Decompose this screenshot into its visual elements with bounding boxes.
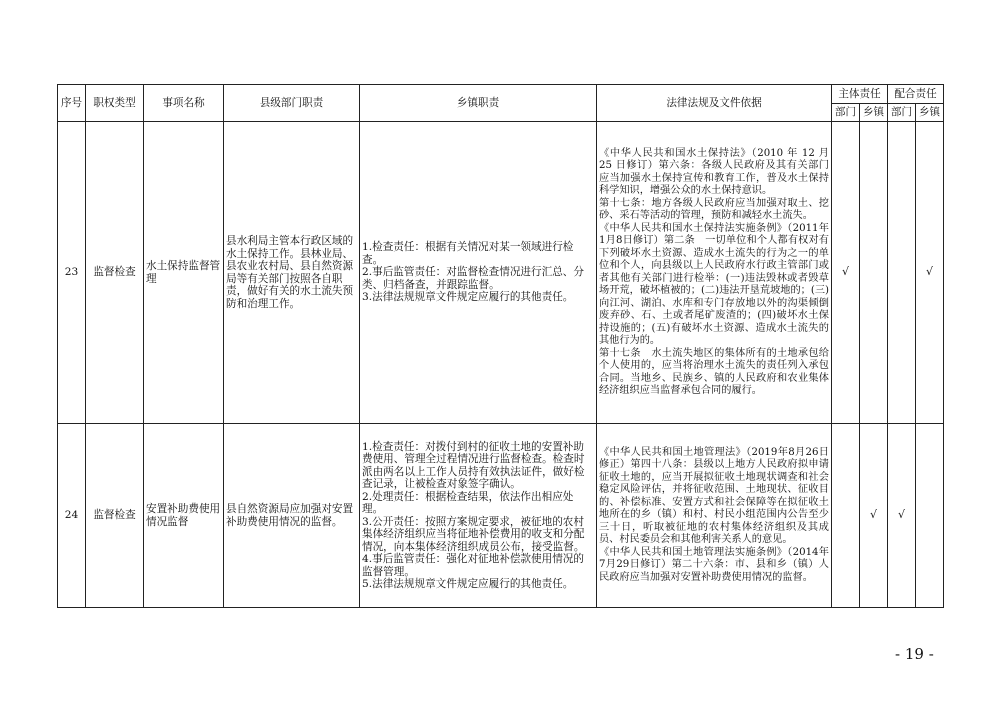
law-paragraph: 《中华人民共和国土地管理法实施条例》（2014年7月29日修订）第二十六条：市、县和乡（镇）人民政府应当加强对安置补助费使用情况的监督。: [599, 546, 829, 583]
subheader-coop-dept: 部门: [888, 104, 916, 122]
header-type: 职权类型: [86, 85, 144, 122]
subheader-coop-town: 乡镇: [916, 104, 944, 122]
duty-line: 3.公开责任：按照方案规定要求，被征地的农村集体经济组织应当将征地补偿费用的收支和分配情况，向本集体经济组织成员公布，接受监督。: [362, 515, 585, 553]
responsibility-table: [57, 84, 944, 608]
subheader-main-town: 乡镇: [860, 104, 888, 122]
header-coop: 配合责任: [888, 85, 944, 104]
header-town: 乡镇职责: [360, 85, 597, 122]
coop-dept-mark: √: [888, 424, 916, 608]
row-county-duty: 县自然资源局应加强对安置补助费使用情况的监督。: [224, 424, 360, 608]
page-number: - 19 -: [895, 645, 934, 663]
header-item: 事项名称: [144, 85, 224, 122]
header-no: 序号: [58, 85, 86, 122]
duty-line: 4.事后监管责任：强化对征地补偿款使用情况的监督管理。: [362, 553, 584, 578]
law-paragraph: 第十七条 水土流失地区的集体所有的土地承包给个人使用的，应当将治理水土流失的责任列入承包合同。当地乡、民族乡、镇的人民政府和农业集体经济组织应当监督承包合同的履行。: [599, 347, 829, 396]
row-town-duty: [360, 122, 597, 424]
duty-line: 3.法律法规规章文件规定应履行的其他责任。: [362, 291, 574, 304]
row-town-duty: [360, 424, 597, 608]
row-no: 23: [58, 122, 86, 424]
duty-line: 2.处理责任：根据检查结果，依法作出相应处理。: [362, 490, 574, 515]
main-town-mark: √: [860, 424, 888, 608]
row-item: 水土保持监督管理: [144, 122, 224, 424]
duty-line: 1.检查责任：对拨付到村的征收土地的安置补助费使用、管理全过程情况进行监督检查。检查时派由两名以上工作人员持有效执法证件，做好检查记录，让被检查对象签字确认。: [362, 440, 585, 490]
main-dept-mark: √: [832, 122, 860, 424]
table-row: [58, 424, 944, 608]
main-dept-mark: [832, 424, 860, 608]
row-type: 监督检查: [86, 122, 144, 424]
row-county-duty: 县水利局主管本行政区域的水土保持工作。县林业局、县农业农村局、县自然资源局等有关部门按照各自职责，做好有关的水土流失预防和治理工作。: [224, 122, 360, 424]
header-county: 县级部门职责: [224, 85, 360, 122]
row-law-basis: [597, 122, 832, 424]
main-town-mark: [860, 122, 888, 424]
coop-dept-mark: [888, 122, 916, 424]
duty-line: 5.法律法规规章文件规定应履行的其他责任。: [362, 578, 574, 590]
law-paragraph: 第十七条：地方各级人民政府应当加强对取土、挖砂、采石等活动的管理，预防和减轻水土流失。: [599, 197, 829, 221]
law-paragraph: 《中华人民共和国土地管理法》（2019年8月26日修正）第四十八条：县级以上地方人民政府拟申请征收土地的，应当开展拟征收土地现状调查和社会稳定风险评估，并将征收范围、土地现状、征收目的、补偿标准、安置方式和社会保障等在拟征收土地所在的乡（镇）和村、村民小组范围内公告至少三十日，听取被征地的农村集体经济组织及其成员、村民委员会和其他利害关系人的意见。: [599, 446, 829, 546]
header-law: 法律法规及文件依据: [597, 85, 832, 122]
row-no: 24: [58, 424, 86, 608]
row-item: 安置补助费使用情况监督: [144, 424, 224, 608]
law-paragraph: 《中华人民共和国水土保持法实施条例》（2011年1月8日修订）第二条 一切单位和个人都有权对有下列破坏水土资源、造成水土流失的行为之一的单位和个人，向县级以上人民政府水行政主管部门或者其他有关部门进行检举：(一)违法毁林或者毁草场开荒，破坏植被的；(二)违法开垦荒坡地的；(三)向江河、湖泊、水库和专门存放地以外的沟渠倾倒废弃砂、石、土或者尾矿废渣的；(四)破坏水土保持设施的；(五)有破坏水土资源、造成水土流失的其他行为的。: [599, 222, 829, 346]
header-main: 主体责任: [832, 85, 888, 104]
table-row: [58, 122, 944, 424]
header-row: [58, 85, 944, 104]
law-paragraph: 《中华人民共和国水土保持法》（2010 年 12 月 25 日修订）第六条：各级人民政府及其有关部门应当加强水土保持宣传和教育工作，普及水土保持科学知识，增强公众的水土保持意识。: [599, 147, 829, 196]
subheader-main-dept: 部门: [832, 104, 860, 122]
coop-town-mark: √: [916, 122, 944, 424]
coop-town-mark: [916, 424, 944, 608]
duty-line: 1.检查责任：根据有关情况对某一领域进行检查。: [362, 241, 574, 266]
row-type: 监督检查: [86, 424, 144, 608]
row-law-basis: [597, 424, 832, 608]
duty-line: 2.事后监管责任：对监督检查情况进行汇总、分类、归档备查，并跟踪监督。: [362, 266, 584, 291]
